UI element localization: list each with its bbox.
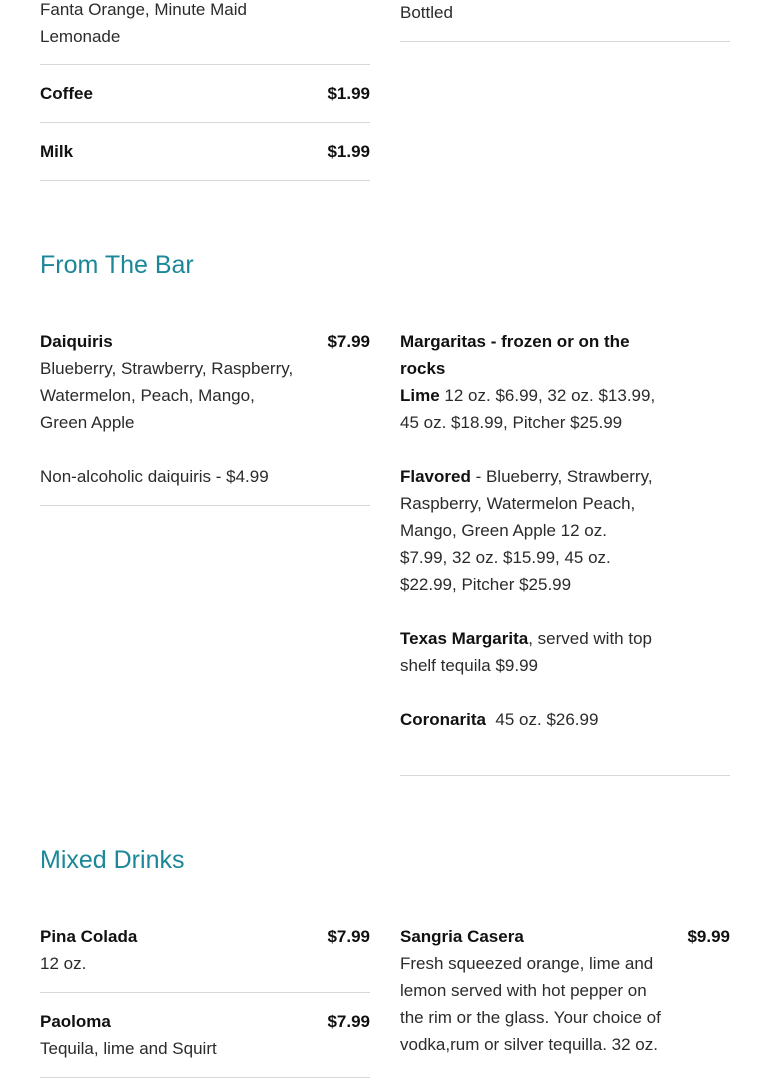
menu-item-sangria xyxy=(400,923,730,1083)
texas-label: Texas Margarita xyxy=(400,629,529,648)
item-note: Non-alcoholic daiquiris - $4.99 xyxy=(40,467,269,486)
margarita-texas xyxy=(400,625,658,679)
soda-description-line2: Lemonade xyxy=(40,27,121,46)
item-name: Margaritas - frozen or on the rocks xyxy=(400,332,630,378)
section-title-mixed-drinks: Mixed Drinks xyxy=(40,846,185,874)
soda-item-description xyxy=(40,0,370,50)
lime-prices: 12 oz. $6.99, 32 oz. $13.99, 45 oz. $18.99, Pitcher $25.99 xyxy=(400,386,656,432)
item-description: Fresh squeezed orange, lime and lemon served with hot pepper on the rim or the glass. Your choice of vodka,rum or silver tequilla. 32 oz. xyxy=(400,954,661,1054)
divider xyxy=(400,775,730,776)
item-name: Milk xyxy=(40,142,74,161)
item-price: $9.99 xyxy=(687,927,730,946)
section-title-from-the-bar: From The Bar xyxy=(40,251,194,279)
bottled-description: Bottled xyxy=(400,3,453,22)
flavored-label: Flavored xyxy=(400,467,471,486)
menu-item-margaritas xyxy=(400,328,730,733)
flavored-prices: - Blueberry, Strawberry, Raspberry, Watermelon Peach, Mango, Green Apple 12 oz. $7.99, 32 oz. $15.99, 45 oz. $22.99, Pitcher $25.99 xyxy=(400,467,653,594)
divider xyxy=(40,180,370,181)
item-description: Tequila, lime and Squirt xyxy=(40,1039,217,1058)
divider xyxy=(40,505,370,506)
item-name: Paoloma xyxy=(40,1012,111,1031)
item-price: $7.99 xyxy=(327,1012,370,1031)
menu-item-pina-colada xyxy=(40,923,370,977)
coronarita-price: 45 oz. $26.99 xyxy=(485,710,599,729)
lime-label: Lime xyxy=(400,386,440,405)
menu-item-paloma xyxy=(40,1008,370,1062)
item-description: Blueberry, Strawberry, Raspberry, Watermelon, Peach, Mango, Green Apple xyxy=(40,359,294,432)
divider xyxy=(40,992,370,993)
divider xyxy=(40,122,370,123)
margarita-flavored xyxy=(400,463,658,598)
margarita-lime xyxy=(400,382,665,436)
texas-price: , served with top shelf tequila $9.99 xyxy=(400,629,652,675)
divider xyxy=(400,41,730,42)
margarita-coronarita xyxy=(400,706,665,733)
divider xyxy=(40,64,370,65)
item-price: $1.99 xyxy=(327,84,370,103)
soda-description-line1: Fanta Orange, Minute Maid xyxy=(40,0,247,19)
item-price: $7.99 xyxy=(327,332,370,351)
item-name: Daiquiris xyxy=(40,332,113,351)
coronarita-label: Coronarita xyxy=(400,710,486,729)
menu-item-milk xyxy=(40,138,370,165)
item-name: Coffee xyxy=(40,84,93,103)
item-description: 12 oz. xyxy=(40,954,87,973)
item-price: $7.99 xyxy=(327,927,370,946)
item-name: Sangria Casera xyxy=(400,927,524,946)
menu-item-daiquiris xyxy=(40,328,370,490)
item-price: $1.99 xyxy=(327,142,370,161)
item-name: Pina Colada xyxy=(40,927,138,946)
menu-item-coffee xyxy=(40,80,370,107)
divider xyxy=(40,1077,370,1078)
bottled-item-description xyxy=(400,0,730,26)
